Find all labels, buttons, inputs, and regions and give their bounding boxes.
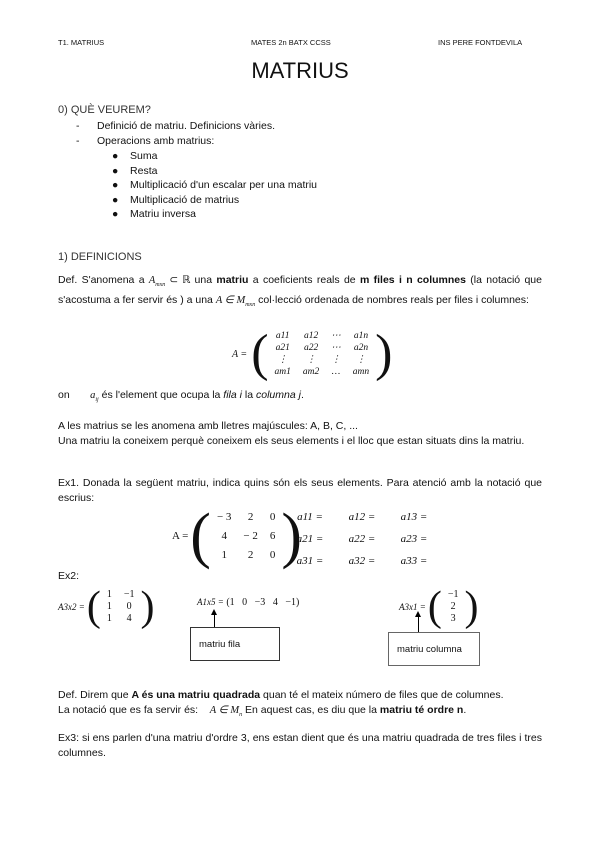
list-item-text: Definició de matriu. Definicions vàries. [97, 120, 275, 132]
exercise-2-label: Ex2: [58, 570, 80, 582]
list-item: ● Multiplicació d'un escalar per una matriu [112, 179, 318, 191]
element-description: on $a_{ij}$ és l'element que ocupa la fila i la columna j. [58, 389, 304, 404]
definition-paragraph: Def. Direm que A és una matriu quadrada quan té el mateix número de files que de columnes. La notació que es fa servir és: A ∈ $M_n$ En aquest cas, es diu que la matriu té ordre n. [58, 689, 504, 719]
list-item-text: Matriu inversa [130, 208, 196, 220]
definition-paragraph: Def. S'anomena a $A_{mxn}$ ⊂ ℝ una matriu a coeficients reals de m files i n columnes (la notació que s'acostuma a fer servir és ) a una A ∈ $M_{mxn}$ col·lecció ordenada de nombres reals per files i columnes: [58, 274, 542, 309]
row-matrix: A1x5 = (1 0 −3 4 −1) [197, 597, 300, 608]
list-item: ● Resta [112, 164, 158, 177]
exercise-3-text: Ex3: si ens parlen d'una matriu d'ordre 3, ens estan dient que és una matriu quadrada de tres files i tres columnes. [58, 732, 542, 759]
paragraph: Una matriu la coneixem perquè coneixem els seus elements i el lloc que estan situats dins la matriu. [58, 435, 525, 447]
list-item-text: Operacions amb matrius: [97, 135, 215, 147]
matrix-3x2: A3x2 = ( 1 −1 1 0 1 4 ) [58, 584, 155, 630]
exercise-1-text: Ex1. Donada la següent matriu, indica quins són els seus elements. Para atenció amb la notació que escrius: [58, 477, 542, 504]
list-item: - Operacions amb matrius: [76, 135, 215, 147]
arrow-icon [214, 614, 215, 627]
header-left: T1. MATRIUS [58, 38, 105, 47]
list-item-text: Multiplicació d'un escalar per una matriu [130, 179, 318, 191]
section-heading: 0) QUÈ VEUREM? [58, 104, 151, 116]
column-matrix-label-box: matriu columna [388, 632, 480, 666]
exercise-1-elements: a11 = a12 = a13 = a21 = a22 = a23 = a31 = a32 = a33 = [296, 511, 428, 567]
page-title: MATRIUS [251, 58, 349, 83]
list-item: ● Matriu inversa [112, 208, 196, 220]
list-item: - Definició de matriu. Definicions vàries. [76, 120, 275, 132]
list-item-text: Resta [130, 164, 158, 177]
list-item: ● Suma [112, 150, 158, 162]
header-right: INS PERE FONTDEVILA [438, 38, 523, 47]
header-center: MATES 2n BATX CCSS [251, 38, 331, 47]
column-matrix: A3x1 = ( −1 2 3 ) [399, 584, 479, 630]
section-heading: 1) DEFINICIONS [58, 251, 142, 263]
general-matrix: A = ( a11 a12 ⋯ a1n a21 a22 ⋯ a2n ⋮ ⋮ ⋮ ⋮ am1 am2 … amn ) [232, 325, 393, 382]
arrow-icon [418, 616, 419, 632]
list-item-text: Multiplicació de matrius [130, 193, 240, 206]
row-matrix-label-box: matriu fila [190, 627, 280, 661]
exercise-1-matrix: A = ( − 3 2 0 4 − 2 6 1 2 0 ) [172, 502, 303, 570]
list-item-text: Suma [130, 150, 158, 162]
list-item: ● Multiplicació de matrius [112, 193, 240, 206]
paragraph: A les matrius se les anomena amb lletres majúscules: A, B, C, ... [58, 420, 358, 432]
